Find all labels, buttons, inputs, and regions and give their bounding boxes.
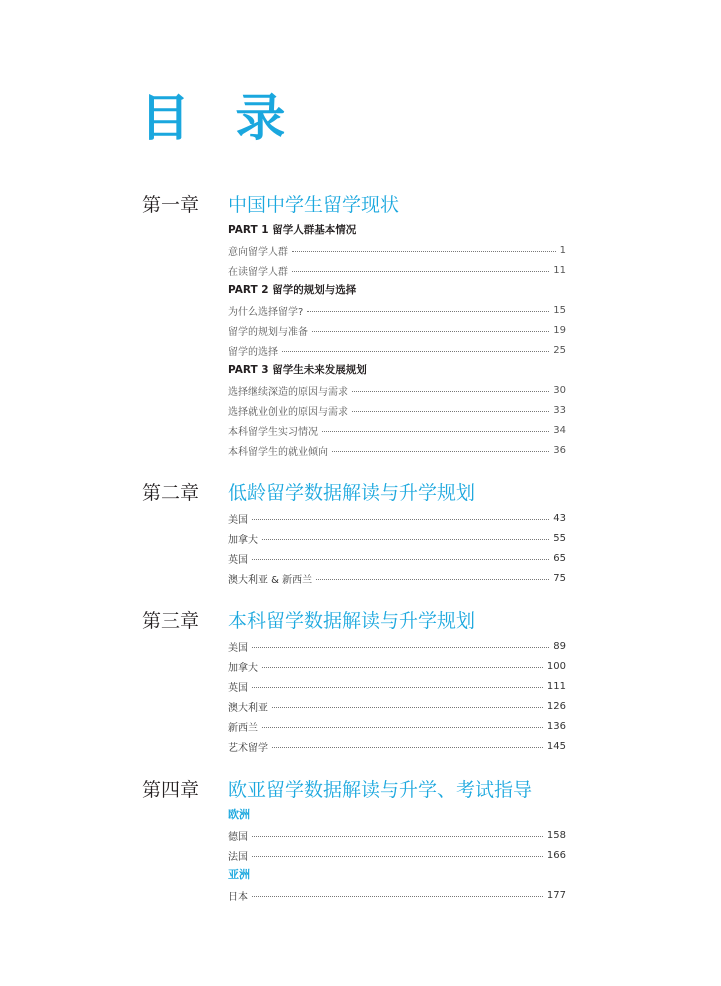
region-heading: 欧洲 (228, 808, 250, 821)
region-heading: 亚洲 (228, 868, 250, 881)
toc-entry[interactable] (228, 260, 566, 280)
dot-leader (322, 431, 549, 432)
toc-entry-page: 158 (546, 829, 566, 841)
dot-leader (282, 351, 549, 352)
toc-entry-label: 日本 (228, 891, 248, 903)
part-heading: PART 1 留学人群基本情况 (228, 224, 357, 236)
toc-entry-page: 65 (553, 552, 566, 564)
toc-entry-label: 澳大利亚 (228, 702, 268, 714)
toc-entry-label: 加拿大 (228, 662, 258, 674)
toc-entry-label: 德国 (228, 831, 248, 843)
toc-entry[interactable] (228, 736, 566, 756)
part-heading: PART 2 留学的规划与选择 (228, 284, 357, 296)
dot-leader (332, 451, 549, 452)
toc-entry[interactable] (228, 696, 566, 716)
dot-leader (252, 836, 543, 837)
toc-entry-label: 意向留学人群 (228, 246, 288, 258)
toc-entry-page: 15 (553, 304, 566, 316)
toc-entry-label: 美国 (228, 642, 248, 654)
toc-entry-page: 75 (553, 572, 566, 584)
toc-entry-page: 126 (546, 700, 566, 712)
toc-entry[interactable] (228, 380, 566, 400)
dot-leader (252, 559, 549, 560)
toc-entry-label: 英国 (228, 554, 248, 566)
dot-leader (262, 539, 549, 540)
dot-leader (352, 391, 549, 392)
dot-leader (252, 647, 549, 648)
toc-entry[interactable] (228, 656, 566, 676)
toc-entry-page: 19 (553, 324, 566, 336)
toc-entry-page: 11 (553, 264, 566, 276)
toc-entry-label: 澳大利亚 & 新西兰 (228, 574, 313, 586)
toc-entry[interactable] (228, 845, 566, 865)
toc-entry[interactable] (228, 440, 566, 460)
part-heading: PART 3 留学生未来发展规划 (228, 364, 367, 376)
toc-entry-label: 加拿大 (228, 534, 258, 546)
toc-entry[interactable] (228, 548, 566, 568)
toc-entry-page: 136 (546, 720, 566, 732)
toc-entry-page: 30 (553, 384, 566, 396)
toc-entry[interactable] (228, 508, 566, 528)
toc-entry[interactable] (228, 636, 566, 656)
toc-entry[interactable] (228, 825, 566, 845)
toc-entry[interactable] (228, 528, 566, 548)
dot-leader (252, 896, 543, 897)
toc-entry-label: 美国 (228, 514, 248, 526)
dot-leader (252, 519, 549, 520)
toc-entry[interactable] (228, 885, 566, 905)
dot-leader (316, 579, 549, 580)
toc-entry[interactable] (228, 676, 566, 696)
toc-entry-page: 43 (553, 512, 566, 524)
toc-entry-page: 34 (553, 424, 566, 436)
toc-entry-label: 选择继续深造的原因与需求 (228, 386, 348, 398)
chapter-title[interactable]: 欧亚留学数据解读与升学、考试指导 (228, 779, 533, 801)
toc-entry-label: 留学的规划与准备 (228, 326, 308, 338)
toc-entry-label: 本科留学生实习情况 (228, 426, 318, 438)
toc-entry-page: 55 (553, 532, 566, 544)
dot-leader (292, 251, 556, 252)
toc-entry[interactable] (228, 420, 566, 440)
dot-leader (252, 687, 543, 688)
dot-leader (307, 311, 549, 312)
dot-leader (252, 856, 543, 857)
toc-entry-page: 36 (553, 444, 566, 456)
toc-entry-label: 本科留学生的就业倾向 (228, 446, 328, 458)
dot-leader (262, 727, 543, 728)
toc-entry[interactable] (228, 340, 566, 360)
chapter-contents (228, 636, 566, 756)
chapter-number: 第三章 (142, 610, 200, 632)
toc-entry[interactable] (228, 320, 566, 340)
chapter-title[interactable]: 中国中学生留学现状 (228, 194, 400, 216)
toc-entry-page: 111 (546, 680, 566, 692)
toc-entry-label: 英国 (228, 682, 248, 694)
toc-entry-label: 艺术留学 (228, 742, 268, 754)
toc-entry-page: 177 (546, 889, 566, 901)
toc-entry-label: 为什么选择留学? (228, 306, 304, 318)
toc-entry-page: 166 (546, 849, 566, 861)
toc-entry[interactable] (228, 300, 566, 320)
toc-entry-label: 在读留学人群 (228, 266, 288, 278)
chapter-contents (228, 508, 566, 588)
chapter-contents (228, 805, 566, 905)
chapter-title[interactable]: 低龄留学数据解读与升学规划 (228, 482, 476, 504)
page-title: 目 录 (140, 89, 300, 147)
toc-entry-page: 1 (559, 244, 566, 256)
dot-leader (272, 707, 543, 708)
dot-leader (312, 331, 549, 332)
toc-entry[interactable] (228, 716, 566, 736)
toc-entry-page: 25 (553, 344, 566, 356)
dot-leader (272, 747, 543, 748)
toc-entry-page: 89 (553, 640, 566, 652)
chapter-number: 第四章 (142, 779, 200, 801)
toc-entry[interactable] (228, 240, 566, 260)
chapter-contents (228, 220, 566, 460)
chapter-number: 第一章 (142, 194, 200, 216)
toc-entry-page: 33 (553, 404, 566, 416)
chapter-number: 第二章 (142, 482, 200, 504)
toc-entry-page: 100 (546, 660, 566, 672)
toc-entry-label: 留学的选择 (228, 346, 278, 358)
dot-leader (262, 667, 543, 668)
toc-entry-label: 新西兰 (228, 722, 258, 734)
toc-entry[interactable] (228, 400, 566, 420)
chapter-title[interactable]: 本科留学数据解读与升学规划 (228, 610, 476, 632)
toc-entry-label: 选择就业创业的原因与需求 (228, 406, 348, 418)
dot-leader (352, 411, 549, 412)
dot-leader (292, 271, 549, 272)
toc-entry[interactable] (228, 568, 566, 588)
toc-entry-label: 法国 (228, 851, 248, 863)
toc-entry-page: 145 (546, 740, 566, 752)
